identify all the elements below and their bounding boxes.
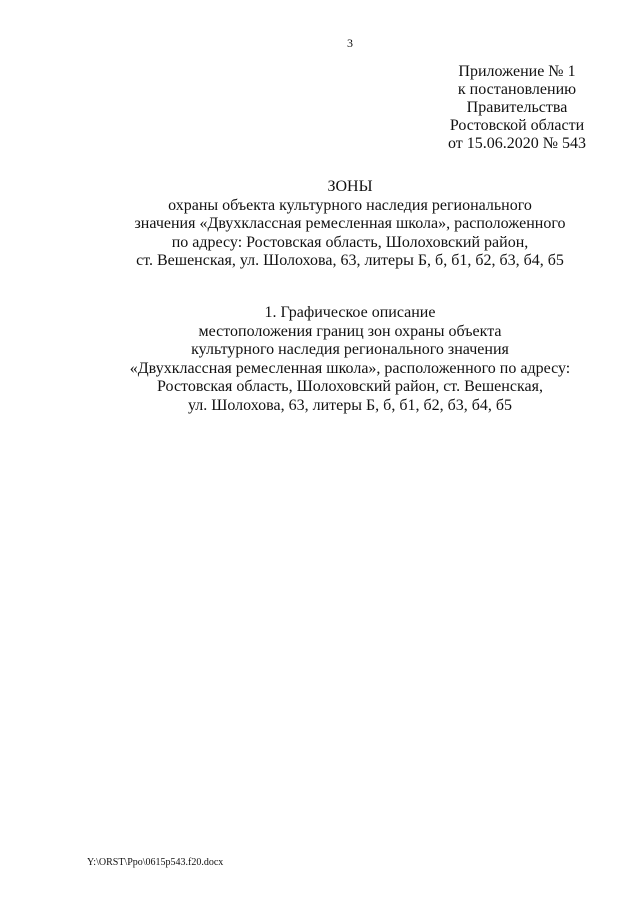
title-line: охраны объекта культурного наследия регионального [168, 196, 532, 214]
appendix-line: от 15.06.2020 № 543 [447, 135, 587, 152]
appendix-line: к постановлению [457, 81, 577, 98]
file-path-footer: Y:\ORST\Ppo\0615p543.f20.docx [87, 857, 224, 868]
section-line: культурного наследия регионального значения [191, 341, 509, 358]
section-line: Ростовская область, Шолоховский район, ст. Вешенская, [157, 378, 543, 395]
section-line: 1. Графическое описание [264, 304, 436, 321]
page-number: 3 [347, 36, 353, 50]
appendix-line: Правительства [466, 99, 568, 116]
section-heading [110, 304, 590, 415]
appendix-line: Ростовской области [449, 117, 585, 134]
document-title [110, 178, 590, 271]
appendix-header [437, 63, 597, 153]
appendix-line: Приложение № 1 [458, 63, 576, 80]
title-heading: ЗОНЫ [327, 178, 373, 195]
section-line: «Двухклассная ремесленная школа», расположенного по адресу: [129, 359, 571, 377]
section-line: местоположения границ зон охраны объекта [198, 322, 502, 340]
title-line: значения «Двухклассная ремесленная школа», расположенного [134, 215, 566, 232]
title-line: ст. Вешенская, ул. Шолохова, 63, литеры Б, б, б1, б2, б3, б4, б5 [136, 252, 564, 269]
title-line: по адресу: Ростовская область, Шолоховский район, [171, 233, 529, 251]
section-line: ул. Шолохова, 63, литеры Б, б, б1, б2, б3, б4, б5 [187, 396, 513, 414]
